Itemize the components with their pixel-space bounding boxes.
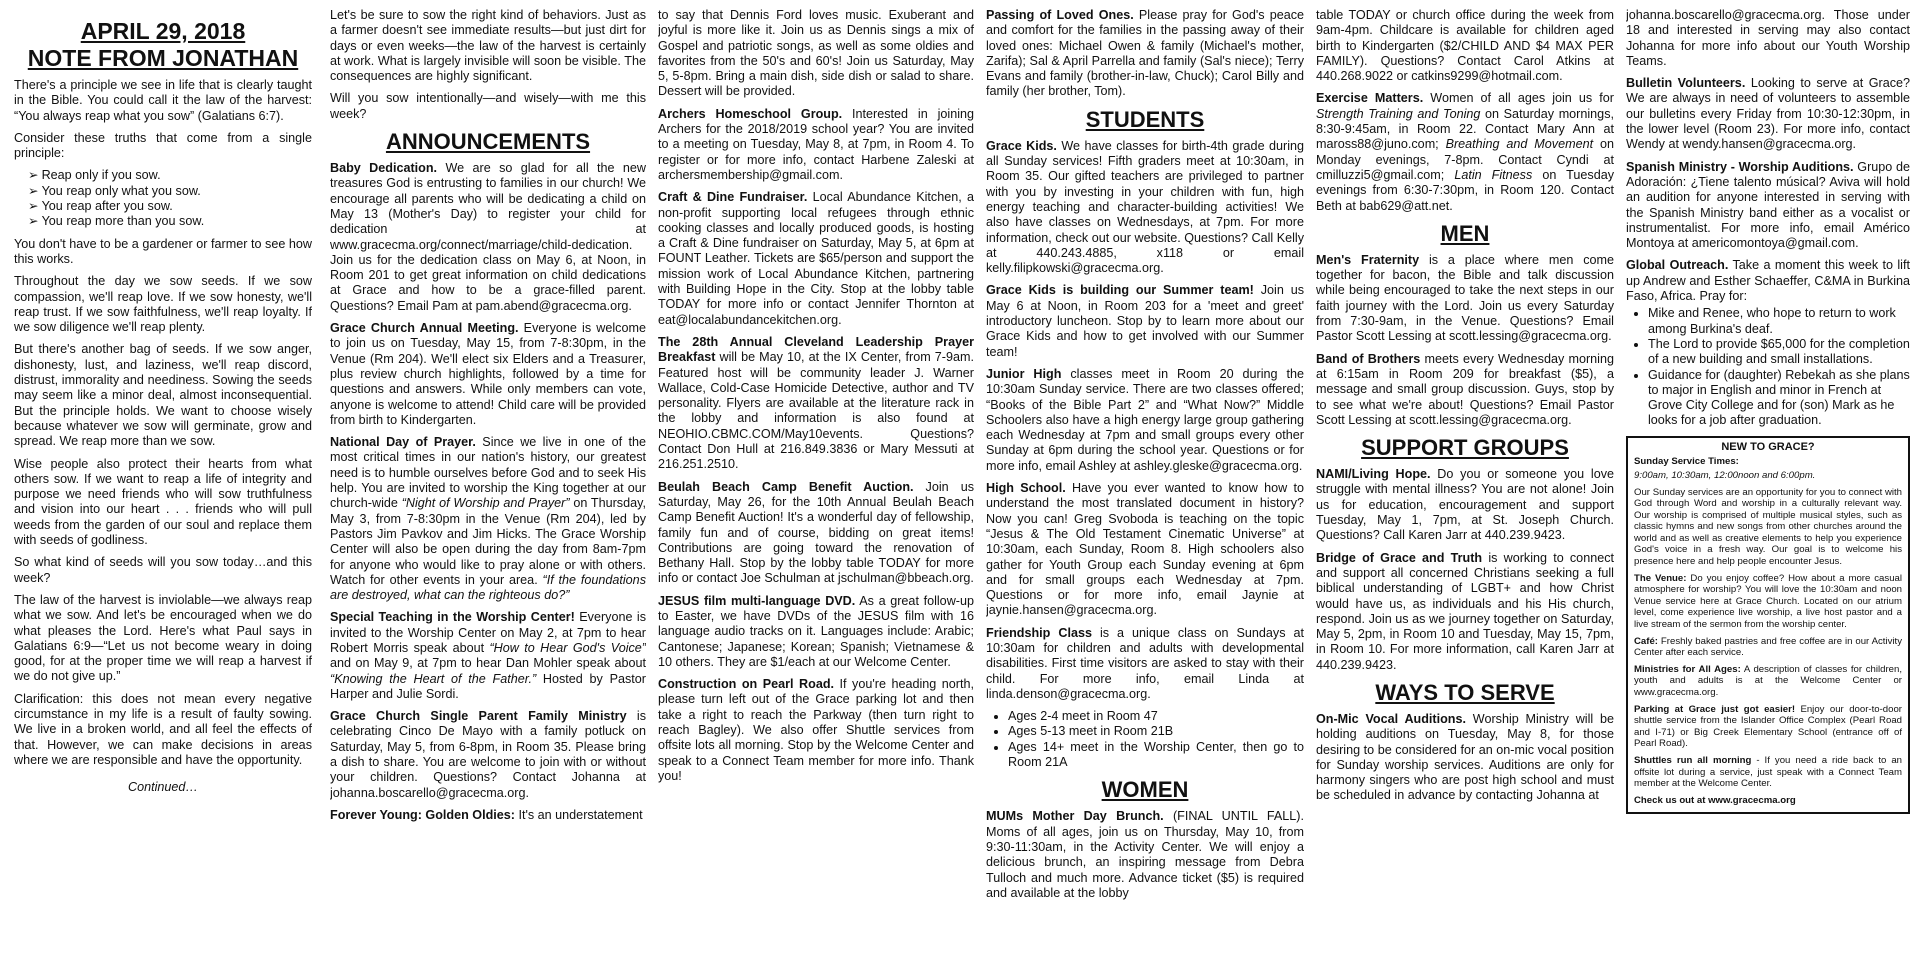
- men-heading: MEN: [1440, 220, 1490, 246]
- support-groups-heading: SUPPORT GROUPS: [1361, 435, 1569, 461]
- announcement-title: JESUS film multi-language DVD.: [658, 593, 856, 608]
- box-text: A description of classes for children, youth and adults is at the Welcome Center or www.gracecma.org.: [1634, 663, 1902, 698]
- announcement-construction: [658, 677, 974, 784]
- note-paragraph: Consider these truths that come from a single principle:: [14, 130, 312, 161]
- list-item: ➢ Reap only if you sow.: [28, 168, 312, 183]
- students-heading: STUDENTS: [1085, 106, 1205, 132]
- announcement-text: classes meet in Room 20 during the 10:30am Sunday service. There are two classes offered; “Books of the Bible Part 2” and “What Now?” Middle Schoolers also have a high energy large group gathering each Wednesday at 7pm and small groups every other Sunday at 6pm during the school year. Questions or for more info, email Ashley at ashley.gleske@gracecma.org.: [986, 366, 1304, 473]
- announcement-italic: “How to Hear God's Voice”: [489, 640, 646, 655]
- announcement-craft-dine: [658, 190, 974, 328]
- announcement-passing: [986, 8, 1304, 100]
- box-label: Shuttles run all morning: [1634, 754, 1752, 766]
- announcement-junior-high: [986, 367, 1304, 474]
- announcement-text: is a place where men come together for bacon, the Bible and talk discussion while being encouraged to take the next steps in our faith journey with the Lord. Join us every Saturday from 7:30-9am, in the Venue. Questions? Email Pastor Scott Lessing at scott.lessing@gracecma.org.: [1316, 252, 1614, 344]
- announcement-text: table TODAY or church office during the week from 9am-4pm. Childcare is available for children aged birth to Kindergarten ($2/CHILD AND $4 MAX PER FAMILY). Questions? Contact Carol Atkins at 440.268.9022 or catkins9299@hotmail.com.: [1316, 8, 1614, 84]
- box-label: Ministries for All Ages:: [1634, 663, 1741, 675]
- announcement-title: Grace Kids.: [986, 138, 1057, 153]
- announcement-text: If you're heading north, please turn left out of the Grace parking lot and then take a right to reach the Parkway (then turn right to reach Bagley). We also offer Shuttle services from offsite lots all morning. Stop by the Welcome Center and speak to a Connect Team member for more info. Thank you!: [658, 677, 974, 783]
- announcement-prayer-breakfast: [658, 335, 974, 473]
- announcement-text: Local Abundance Kitchen, a non-profit supporting local refugees through ethnic cooking classes and locally produced goods, is hosting a Craft & Dine fundraiser on Saturday, May 5, at 6pm at FOUNT Leather. Tickets are $65/person and support the mission work of Local Abundance Kitchen, partnering with Building Hope in the City. Stop at the lobby table TODAY for more info or contact Jennifer Thornton at eat@localabundancekitchen.org.: [658, 190, 974, 327]
- announcement-italic: “Night of Worship and Prayer”: [401, 496, 570, 511]
- announcement-archers: [658, 107, 974, 183]
- announcement-text: is a unique class on Sundays at 10:30am for children and adults with developmental disabilities. First time visitors are asked to stay with their child. For more info, email Linda at linda.denson@gracecma.org.: [986, 625, 1304, 701]
- ages-list: [986, 709, 1304, 770]
- note-paragraph: Let's be sure to sow the right kind of behaviors. Just as a farmer doesn't see immediate results—but just dirt for days or even weeks—the law of the harvest is certainly at work. What is largely invisible will soon be visible. The consequences are highly significant.: [330, 8, 646, 84]
- announcement-title: Global Outreach.: [1626, 258, 1729, 273]
- announcement-title: Spanish Ministry - Worship Auditions.: [1626, 159, 1854, 174]
- box-label: Parking at Grace just got easier!: [1634, 703, 1796, 715]
- announcement-single-parent: [330, 709, 646, 801]
- announcement-text: and on May 9, at 7pm to hear Dan Mohler speak about: [330, 656, 646, 671]
- list-item: • The Lord to provide $65,000 for the completion of a new building and small installations.: [1648, 337, 1910, 368]
- box-venue: [1634, 573, 1902, 631]
- announcement-italic: “Knowing the Heart of the Father.”: [330, 671, 537, 686]
- box-label: Sunday Service Times:: [1634, 456, 1739, 468]
- list-item: ➢ You reap more than you sow.: [28, 214, 312, 229]
- announcement-text: Worship Ministry will be holding auditions on Tuesday, May 8, for those desiring to be considered for an on-mic vocal position for Sunday worship services. Auditions are only for harmony singers who are post high school and must be scheduled in advance by contacting Johanna at: [1316, 711, 1614, 803]
- announcement-text: meets every Wednesday morning at 6:15am in Room 209 for breakfast ($5), a message and small group discussion. Guys, stop by to see what we're about! Questions? Email Pastor Scott Lessing at scott.lessing@gracecma.org.: [1316, 351, 1614, 427]
- announcement-text: is celebrating Cinco De Mayo with a family potluck on Saturday, May 5, from 6-8pm, in Room 35. Please bring a dish to share. You are welcome to join with or without your children. Questions? Contact Johanna at johanna.boscarello@gracecma.org.: [330, 709, 646, 800]
- announcement-text: on Monday evenings, 7-8pm. Contact Cyndi at cmilluzzi5@gmail.com;: [1316, 137, 1614, 182]
- truths-list: [14, 168, 312, 229]
- announcement-title: NAMI/Living Hope.: [1316, 467, 1431, 482]
- announcement-title: Passing of Loved Ones.: [986, 8, 1134, 22]
- announcement-mums: [986, 809, 1304, 901]
- announcement-bulletin-volunteers: [1626, 76, 1910, 152]
- column-announcements-cont: [658, 8, 974, 951]
- list-item: • Ages 2-4 meet in Room 47: [1008, 709, 1304, 724]
- note-paragraph: There's a principle we see in life that is clearly taught in the Bible. You could call it the law of the harvest: “You always reap what you sow” (Galatians 6:7).: [14, 78, 312, 123]
- announcement-title: Archers Homeschool Group.: [658, 106, 843, 121]
- announcement-text: is working to connect and support all concerned Christians seeking a full biblical understanding of LGBT+ and how Christ would have us, as individuals and his His church, respond. Join us as we journey together on Saturday, May 5, 2pm, in Room 10 and Tuesday, May 15, 7pm, in Room 10. For more information, call Karen Jarr at 440.239.9423.: [1316, 550, 1614, 672]
- announcement-title: Grace Kids is building our Summer team!: [986, 283, 1254, 298]
- list-item: ➢ You reap only what you sow.: [28, 184, 312, 199]
- announcement-friendship: [986, 626, 1304, 702]
- prayer-list: [1626, 306, 1910, 428]
- announcement-text: Everyone is invited to the Worship Center on May 2, at 7pm to hear Robert Morris speak about: [330, 610, 646, 655]
- announcement-grace-kids: [986, 139, 1304, 277]
- announcement-text: It's an understatement: [514, 807, 643, 822]
- note-paragraph: But there's another bag of seeds. If we sow anger, dishonesty, lust, and laziness, we'll reap discord, distrust, immorality and neediness. Sowing the seeds may seem like a minor deal, almost inconsequential. But the principle holds. We want to choose wisely because whatever we sow will germinate, grow and spread. We reap more than we sow.: [14, 342, 312, 449]
- announcement-text: will be May 10, at the IX Center, from 7-9am. Featured host will be community leader J. Warner Wallace, Cold-Case Homicide Detective, author and TV personality. Flyers are available at the literature rack in the lobby and information is also found at NEOHIO.CBMC.COM/May10events. Questions? Contact Don Hull at 216.849.3836 or Mary Messuti at 216.251.2510.: [658, 350, 974, 472]
- announcement-text: Hosted by Pastor Harper and Julie Sordi.: [330, 671, 646, 701]
- box-label: The Venue:: [1634, 572, 1687, 584]
- announcement-italic: Breathing and Movement: [1445, 137, 1594, 152]
- box-label: Café:: [1634, 635, 1658, 647]
- announcement-title: Band of Brothers: [1316, 351, 1421, 366]
- announcement-mens-fraternity: [1316, 253, 1614, 345]
- note-paragraph: You don't have to be a gardener or farmer to see how this works.: [14, 236, 312, 266]
- column-announcements: [330, 8, 646, 951]
- announcement-text: Grupo de Adoración: ¿Tiene talento músical? Aviva will hold an audition for anyone interested in serving with the Spanish Ministry band either as a vocalist or instrumentalist. For more info, email Américo Montoya at americomontoya@gmail.com.: [1626, 159, 1910, 251]
- announcement-beulah-beach: [658, 480, 974, 587]
- announcement-day-of-prayer: [330, 435, 646, 603]
- announcement-title: The 28th Annual Cleveland Leadership Prayer Breakfast: [658, 334, 974, 365]
- announcement-bridge: [1316, 551, 1614, 673]
- announcement-title: Construction on Pearl Road.: [658, 677, 835, 692]
- column-students: [986, 8, 1304, 951]
- announcement-title: Grace Church Single Parent Family Ministry: [330, 709, 627, 724]
- announcements-heading: ANNOUNCEMENTS: [385, 129, 591, 155]
- announcement-text: As a great follow-up to Easter, we have DVDs of the JESUS film with 16 language audio tracks on it. Languages include: Arabic; Cantonese; Japanese; Korean; Spanish; Vietnamese & 10 others. They are $1/each at our Welcome Center.: [658, 593, 974, 669]
- note-paragraph: The law of the harvest is inviolable—we always reap what we sow. And let's be encouraged when we do what pleases the Lord. Here's what Paul says in Galatians 6:9—“Let us not become weary in doing good, for at the proper time we will reap a harvest if we do not give up.”: [14, 592, 312, 684]
- note-paragraph: Clarification: this does not mean every negative circumstance in my life is a result of faulty sowing. We live in a broken world, and all feel the effects of that. However, we can make decisions in areas where we are responsible and have the opportunity.: [14, 691, 312, 767]
- announcement-text: johanna.boscarello@gracecma.org. Those under 18 and interested in serving may also contact Johanna for more info about our Youth Worship Teams.: [1626, 8, 1910, 68]
- announcement-text: Take a moment this week to lift up Andrew and Esther Schaeffer, C&MA in Burkina Faso, Africa. Pray for:: [1626, 258, 1910, 304]
- announcement-global-outreach: [1626, 258, 1910, 304]
- announcement-spanish-ministry: [1626, 160, 1910, 252]
- list-item: • Mike and Renee, who hope to return to work among Burkina's deaf.: [1648, 306, 1910, 337]
- website-link[interactable]: Check us out at www.gracecma.org: [1634, 794, 1796, 806]
- list-item: • Ages 14+ meet in the Worship Center, then go to Room 21A: [1008, 740, 1304, 771]
- announcement-text: to say that Dennis Ford loves music. Exuberant and joyful is more like it. Join us as Dennis sings a mix of Gospel and patriotic songs, as well as some oldies and favorites from the 50's and 60's! Join us Saturday, May 5, 5-8pm. Bring a main dish, side dish or salad to share. Dessert will be provided.: [658, 8, 974, 99]
- note-paragraph: So what kind of seeds will you sow today…and this week?: [14, 555, 312, 585]
- note-paragraph: Will you sow intentionally—and wisely—with me this week?: [330, 91, 646, 121]
- announcement-title: High School.: [986, 481, 1066, 496]
- box-text: Our Sunday services are an opportunity for you to connect with God through Word and worship in a culturally relevant way. Our worship is comprised of multiple musical styles, such as classic hymns and new songs from other churches around the world and as well as creative elements to help you experience God's voice in a fresh way. Our goal is to welcome his presence here and help people encounter Jesus.: [1634, 486, 1902, 568]
- announcement-title: Bridge of Grace and Truth: [1316, 550, 1483, 565]
- women-heading: WOMEN: [1101, 777, 1189, 803]
- list-item: ➢ You reap after you sow.: [28, 199, 312, 214]
- announcement-title: Special Teaching in the Worship Center!: [330, 610, 575, 625]
- announcement-text: Looking to serve at Grace? We are always in need of volunteers to assemble our bulletins every Friday from 10:30-12:30pm, in the lower level (Room 23). For more info, contact Wendy at wendy.hansen@gracecma.org.: [1626, 76, 1910, 152]
- announcement-forever-young: [330, 808, 646, 823]
- announcement-title: Craft & Dine Fundraiser.: [658, 190, 808, 205]
- announcement-text: Join us Saturday, May 26, for the 10th Annual Beulah Beach Camp Benefit Auction! It's a wonderful day of fellowship, family fun and of course, bidding on great items! Contributions are going toward the renovation of Bethany Hall. Stop by the lobby table TODAY for more info or contact Joe Schulman at jschulman@bbeach.org.: [658, 479, 974, 586]
- announcement-text: on Tuesday evenings from 6:30-7:30pm, in Room 120. Contact Beth at bab629@att.net.: [1316, 167, 1614, 213]
- announcement-vocal-auditions: [1316, 712, 1614, 804]
- announcement-title: Bulletin Volunteers.: [1626, 76, 1746, 91]
- announcement-text: Join us May 6 at Noon, in Room 203 for a 'meet and greet' introductory luncheon. Stop by to learn more about our Grace Kids and how to get involved with our Summer team!: [986, 283, 1304, 359]
- announcement-italic: “If the foundations are destroyed, what can the righteous do?”: [330, 572, 646, 603]
- column-serve: [1626, 8, 1910, 951]
- announcement-title: Forever Young: Golden Oldies:: [330, 807, 515, 822]
- list-item: • Ages 5-13 meet in Room 21B: [1008, 724, 1304, 739]
- announcement-text: Do you or someone you love struggle with mental illness? You are not alone! Join us for education, encouragement and support Tuesday, May 1, 7pm, at St. Joseph Church. Questions? Call Karen Jarr at 440.239.9423.: [1316, 467, 1614, 543]
- note-paragraph: Wise people also protect their hearts from what others sow. If we want to reap a life of integrity and purpose we need friends who will sow truthfulness and vision into our heart . . . friends who will pull weeds from the garden of our soul and replace them with seeds of godliness.: [14, 456, 312, 548]
- announcement-italic: Latin Fitness: [1454, 167, 1533, 182]
- continued-note: Continued…: [127, 780, 198, 795]
- box-text: Freshly baked pastries and free coffee are in our Activity Center after each service.: [1634, 635, 1902, 659]
- service-times: 9:00am, 10:30am, 12:00noon and 6:00pm.: [1634, 469, 1816, 481]
- announcement-title: Grace Church Annual Meeting.: [330, 321, 519, 336]
- announcement-band-of-brothers: [1316, 352, 1614, 428]
- announcement-baby-dedication: [330, 161, 646, 314]
- box-ministries: [1634, 664, 1902, 699]
- announcement-title: Beulah Beach Camp Benefit Auction.: [658, 479, 914, 494]
- box-parking: [1634, 704, 1902, 750]
- announcement-title: Junior High: [986, 366, 1062, 381]
- column-men-support: [1316, 8, 1614, 951]
- box-text: Do you enjoy coffee? How about a more casual atmosphere for worship? You will love the 10:30am and noon Venue service here at Grace Church. Located on our atrium level, come experience live worship, a live host pastor and a live stream of the sermon from the worship center.: [1634, 572, 1902, 631]
- new-to-grace-box: [1626, 436, 1910, 815]
- box-shuttles: [1634, 755, 1902, 790]
- announcement-jesus-film: [658, 594, 974, 670]
- announcement-text: on Thursday, May 3, from 7-8:30pm in the Venue (Rm 204), led by Pastors Jim Pavkov and Jim Hicks. The Grace Worship Center will also be open during the day from 8am-7pm for anyone who would like to pray alone or with others. Watch for other events in your area.: [330, 496, 646, 587]
- note-paragraph: Throughout the day we sow seeds. If we sow compassion, we'll reap love. If we sow honesty, we'll reap trust. If we sow faithfulness, we'll reap loyalty. If we sow diligence we'll reap plenty.: [14, 274, 312, 335]
- announcement-text: We are so glad for all the new treasures God is entrusting to families in our church! We encourage all parents who will be dedicating a child on May 13 (Mother's Day) to register your child for dedication at www.gracecma.org/connect/marriage/child-dedication. Join us for the dedication class on May 6, at Noon, in Room 201 to get great information on child dedications at Grace and how to be a grace-filled parent. Questions? Email Pam at pam.abend@gracecma.org.: [330, 161, 646, 313]
- announcement-text: Interested in joining Archers for the 2018/2019 school year? You are invited to a meeting on Tuesday, May 8, at 7pm, in Room 4. To register or for more info, contact Harbene Zaleski at archersmembership@gmail.com.: [658, 106, 974, 182]
- announcement-title: Baby Dedication.: [330, 161, 438, 176]
- announcement-text: Everyone is welcome to join us on Tuesday, May 15, from 7-8:30pm, in the Venue (Rm 204). We'll elect six Elders and a Treasurer, plus review church highlights, followed by a time for questions and answers. While only members can vote, anyone is welcome to attend! Child care will be provided from birth to Kindergarten.: [330, 321, 646, 427]
- announcement-italic: Strength Training and Toning: [1316, 106, 1481, 121]
- bulletin-date: APRIL 29, 2018: [80, 18, 246, 44]
- announcement-summer-team: [986, 283, 1304, 359]
- announcement-special-teaching: [330, 610, 646, 702]
- announcement-nami: [1316, 467, 1614, 543]
- note-title: NOTE FROM JONATHAN: [27, 45, 299, 71]
- announcement-text: (FINAL UNTIL FALL). Moms of all ages, join us on Thursday, May 10, from 9:30-11:30am, in the Activity Center. We will enjoy a delicious brunch, an inspiring message from Debra Tulloch and much more. Advance ticket ($5) is required and available at the lobby: [986, 809, 1304, 900]
- announcement-title: On-Mic Vocal Auditions.: [1316, 711, 1467, 726]
- announcement-text: Women of all ages join us for: [1423, 91, 1614, 106]
- announcement-title: Men's Fraternity: [1316, 252, 1420, 267]
- announcement-title: Exercise Matters.: [1316, 91, 1424, 106]
- announcement-title: National Day of Prayer.: [330, 435, 476, 450]
- box-text: Enjoy our door-to-door shuttle service from the Islander Office Complex (Pearl Road and I-71) or Big Creek Elementary School (entrance off of Pearl Road).: [1634, 703, 1902, 750]
- ways-to-serve-heading: WAYS TO SERVE: [1375, 679, 1555, 705]
- announcement-text: We have classes for birth-4th grade during all Sunday services! Fifth graders meet at 10:30am, in Room 35. Our gifted teachers are privileged to partner with you by investing in your children with fun, high energy teaching and character-building activities! We also have classes on Wednesdays, at 7pm. For more information, check out our website. Questions? Call Kelly at 440.243.4885, x118 or email kelly.filipkowski@gracecma.org.: [986, 138, 1304, 276]
- announcement-title: Friendship Class: [986, 625, 1092, 640]
- announcement-annual-meeting: [330, 321, 646, 428]
- list-item: • Guidance for (daughter) Rebekah as she plans to major in English and minor in French at Grove City College and for (son) Mark as he looks for a job after graduation.: [1648, 368, 1910, 429]
- announcement-text: Have you ever wanted to know how to understand the most translated document in history? Now you can! Greg Svoboda is teaching on the topic “Jesus & The Old Testament Cinematic Universe” at 10:30am, each Sunday, Room 8. High schoolers also gather for Youth Group each Sunday evening at 6pm and for small groups each Wednesday at 7pm. Questions or for more info, email Jaynie at jaynie.hansen@gracecma.org.: [986, 481, 1304, 618]
- announcement-text: Since we live in one of the most critical times in our nation's history, our greatest need is to humble ourselves before God and to seek His help. You are invited to worship the King together at our church-wide: [330, 435, 646, 511]
- announcement-title: MUMs Mother Day Brunch.: [986, 809, 1164, 824]
- announcement-text: on Saturday mornings, 8:30-9:45am, in Room 22. Contact Mary Ann at maross88@juno.com;: [1316, 106, 1614, 152]
- announcement-high-school: [986, 481, 1304, 619]
- announcement-exercise: [1316, 91, 1614, 213]
- box-title: NEW TO GRACE?: [1721, 440, 1815, 453]
- announcement-text: Please pray for God's peace and comfort for the families in the passing away of their loved ones: Michael Owen & family (Michael's mother, Zarifa); Sal & April Parrella and family (Sal's niece); Terry Evans and family (brother-in-law, Chuck); Carol Billy and family (her brother, Tom).: [986, 8, 1304, 99]
- box-cafe: [1634, 636, 1902, 659]
- column-note: [14, 8, 312, 951]
- box-text: - If you need a ride back to an offsite lot during a service, just speak with a Connect Team member at the Welcome Center.: [1634, 754, 1902, 790]
